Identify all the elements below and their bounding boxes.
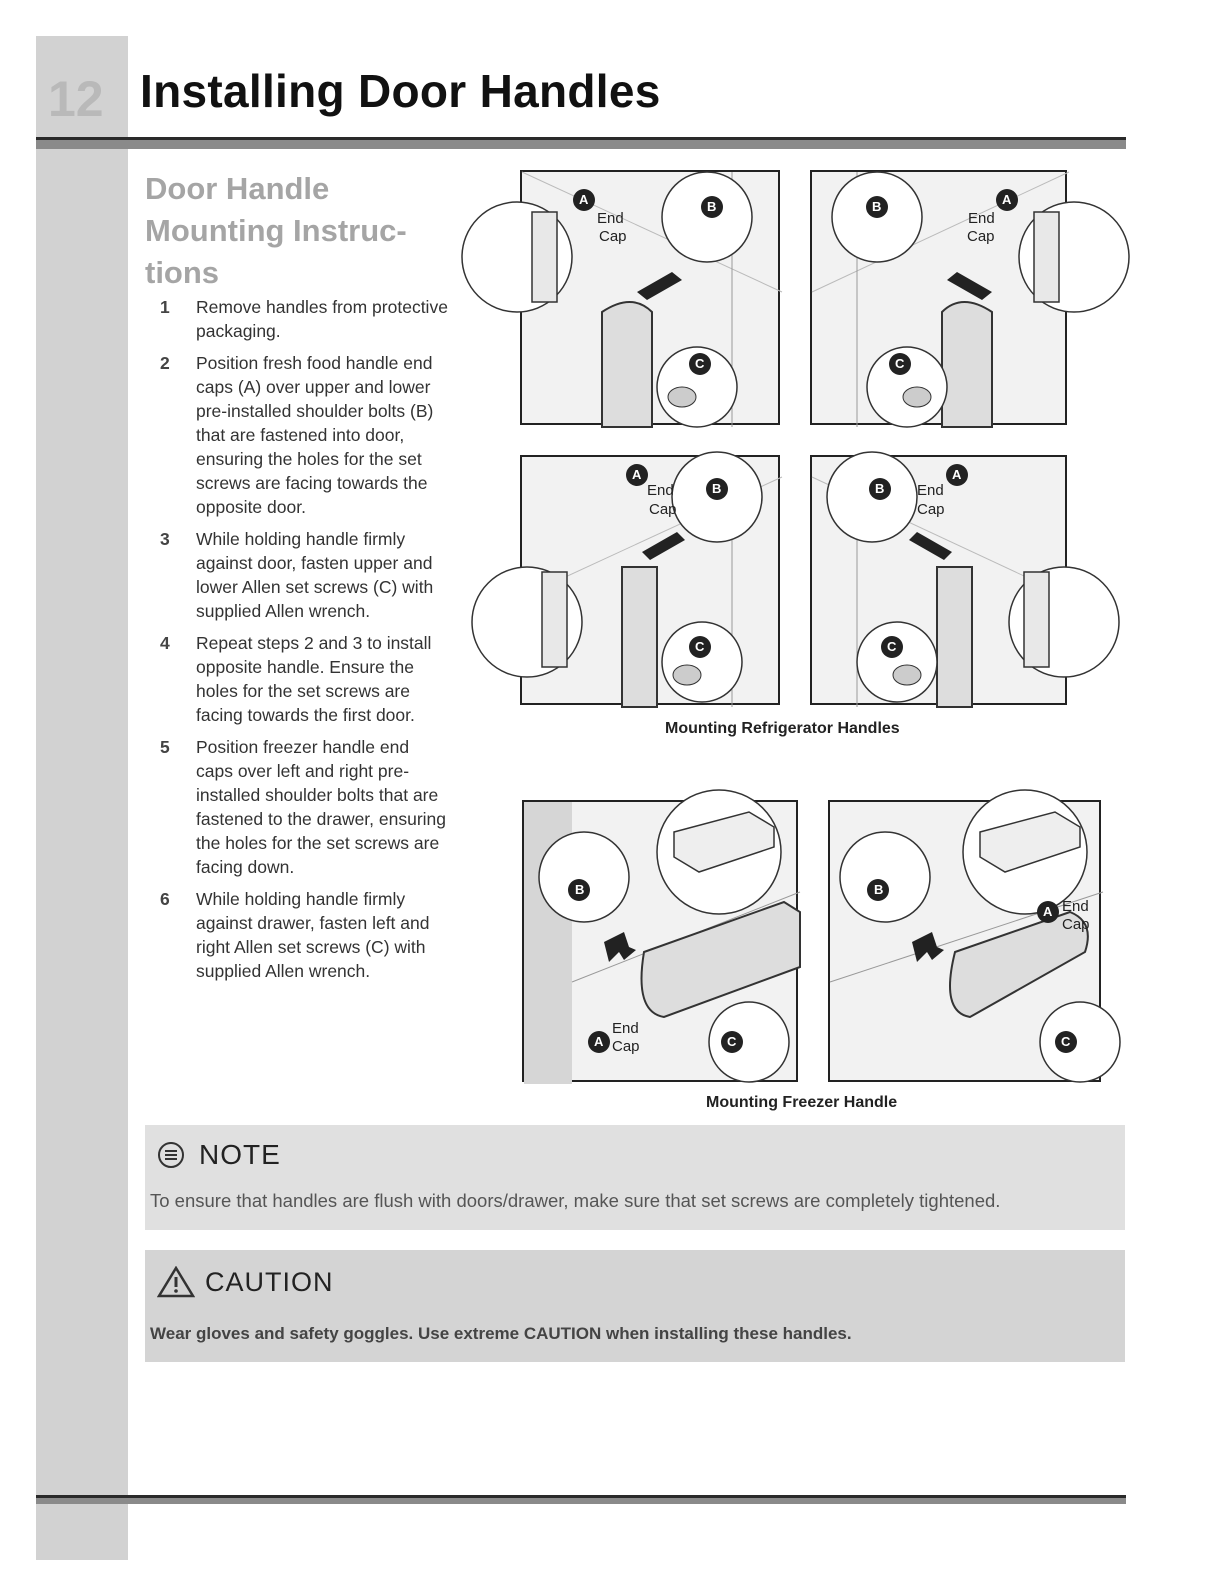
callout-a-letter: A — [952, 467, 962, 482]
callout-a-letter: A — [1002, 192, 1012, 207]
illustration-fridge-left-upper — [522, 172, 782, 427]
illustration-fridge-right-upper — [812, 172, 1069, 427]
fig-freezer-right — [828, 800, 1101, 1082]
callout-b-letter: B — [872, 199, 882, 214]
step-number: 2 — [160, 353, 170, 373]
cap-label: Cap — [917, 501, 945, 518]
cap-label: Cap — [649, 501, 677, 518]
fig-fridge-left-lower — [520, 455, 780, 705]
section-heading-line: tions — [145, 255, 220, 290]
cap-label: Cap — [612, 1038, 640, 1055]
callout-c-letter: C — [695, 356, 705, 371]
caution-text: Wear gloves and safety goggles. Use extreme CAUTION when installing these handles. — [150, 1324, 852, 1343]
fig-fridge-left-upper — [520, 170, 780, 425]
callout-c-letter: C — [1061, 1034, 1071, 1049]
step-text: Position fresh food handle end caps (A) over upper and lower pre-installed shoulder bolts (B) that are fastened into door, ensuring the holes for the set screws are facing towards the opposite door. — [196, 353, 434, 517]
footer-rule — [36, 1495, 1126, 1504]
callout-a-letter: A — [632, 467, 642, 482]
side-strip — [36, 36, 128, 1560]
note-text: To ensure that handles are flush with doors/drawer, make sure that set screws are completely tightened. — [150, 1190, 1001, 1211]
caution-header — [157, 1266, 334, 1298]
cap-label: Cap — [599, 228, 627, 245]
callout-a-letter: A — [594, 1034, 604, 1049]
page-title: Installing Door Handles — [140, 65, 661, 117]
step-item — [160, 631, 450, 727]
callout-b-letter: B — [875, 481, 885, 496]
step-text: Repeat steps 2 and 3 to install opposite handle. Ensure the holes for the set screws are facing towards the first door. — [196, 633, 432, 725]
step-number: 5 — [160, 737, 170, 757]
step-item — [160, 295, 450, 343]
end-label: End — [647, 482, 674, 499]
end-label: End — [917, 482, 944, 499]
step-item — [160, 887, 450, 983]
fig-fridge-right-lower — [810, 455, 1067, 705]
note-icon — [157, 1141, 185, 1169]
step-item — [160, 735, 450, 879]
step-number: 4 — [160, 633, 170, 653]
step-item — [160, 351, 450, 519]
note-title: NOTE — [199, 1139, 281, 1170]
instruction-steps — [160, 295, 450, 991]
cap-label: Cap — [967, 228, 995, 245]
step-number: 3 — [160, 529, 170, 549]
step-number: 1 — [160, 297, 170, 317]
note-box — [145, 1125, 1125, 1230]
warning-triangle-icon — [157, 1266, 195, 1298]
end-label: End — [1062, 898, 1089, 915]
end-label: End — [968, 210, 995, 227]
section-heading-line: Door Handle — [145, 171, 330, 206]
refrigerator-caption: Mounting Refrigerator Handles — [665, 720, 900, 737]
caution-box — [145, 1250, 1125, 1362]
cap-label: Cap — [1062, 916, 1090, 933]
step-item — [160, 527, 450, 623]
fig-freezer-left — [522, 800, 798, 1082]
step-text: Position freezer handle end caps over left and right pre-installed shoulder bolts that are fastened to the drawer, ensuring the holes for the set screws are facing down. — [196, 737, 447, 877]
callout-b-letter: B — [712, 481, 722, 496]
freezer-caption: Mounting Freezer Handle — [706, 1094, 898, 1111]
callout-c-letter: C — [887, 639, 897, 654]
step-number: 6 — [160, 889, 170, 909]
step-text: Remove handles from protective packaging. — [196, 297, 448, 341]
callout-c-letter: C — [727, 1034, 737, 1049]
callout-c-letter: C — [895, 356, 905, 371]
callout-a-letter: A — [579, 192, 589, 207]
header-rule — [36, 137, 1126, 149]
fig-fridge-right-upper — [810, 170, 1067, 425]
end-label: End — [597, 210, 624, 227]
chapter-number: 12 — [48, 71, 104, 127]
callout-b-letter: B — [575, 882, 585, 897]
end-label: End — [612, 1020, 639, 1037]
callout-c-letter: C — [695, 639, 705, 654]
caution-title: CAUTION — [205, 1266, 334, 1297]
step-text: While holding handle firmly against drawer, fasten left and right Allen set screws (C) with supplied Allen wrench. — [196, 889, 430, 981]
step-text: While holding handle firmly against door, fasten upper and lower Allen set screws (C) with supplied Allen wrench. — [196, 529, 434, 621]
section-heading-line: Mounting Instruc- — [145, 213, 407, 248]
callout-b-letter: B — [874, 882, 884, 897]
illustration-freezer-left — [524, 802, 800, 1084]
note-header — [157, 1139, 281, 1171]
callout-b-letter: B — [707, 199, 717, 214]
callout-a-letter: A — [1043, 904, 1053, 919]
section-heading — [145, 168, 445, 294]
